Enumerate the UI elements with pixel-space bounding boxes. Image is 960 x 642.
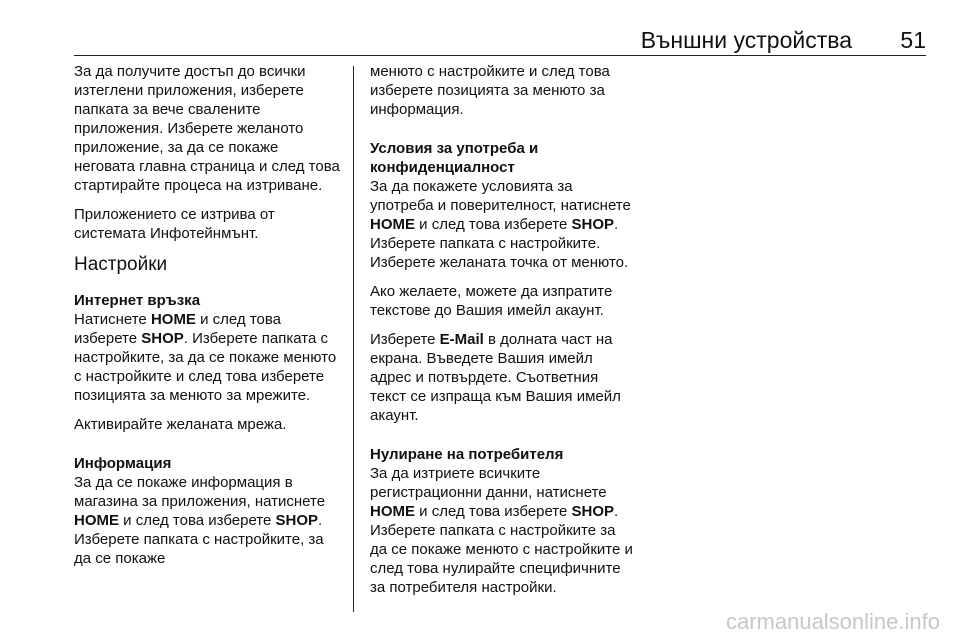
shop-key: SHOP: [275, 512, 319, 529]
email-key: E-Mail: [439, 331, 484, 348]
info-heading: Информация: [74, 455, 172, 472]
settings-section-title: Настройки: [74, 254, 168, 275]
shop-key: SHOP: [571, 503, 615, 520]
column-divider: [353, 66, 354, 612]
reset-paragraph: За да изтриете всичките регистрационни данни, натиснете HOME и след това изберете SHOP. Изберете папката с настройките за да се покаже менюто с настройките и след това нулирайте специфичните за потребителя настройки.: [370, 465, 633, 596]
home-key: HOME: [74, 512, 119, 529]
watermark: carmanualsonline.info: [725, 609, 940, 634]
shop-key: SHOP: [141, 330, 184, 347]
terms-paragraph: За да покажете условията за употреба и поверителност, натиснете HOME и след това изберете SHOP. Изберете папката с настройките. Изберете желаната точка от менюто.: [370, 178, 631, 271]
home-key: HOME: [370, 216, 415, 233]
header-rule: [74, 55, 926, 56]
internet-activate-paragraph: Активирайте желаната мрежа.: [74, 416, 287, 433]
terms-email-paragraph: Ако желаете, можете да изпратите текстове до Вашия имейл акаунт.: [370, 283, 613, 319]
left-column: [74, 62, 342, 568]
info-continued-paragraph: менюто с настройките и след това изберете позицията за менюто за информация.: [370, 63, 610, 118]
shop-key: SHOP: [571, 216, 615, 233]
reset-heading: Нулиране на потребителя: [370, 446, 564, 463]
info-paragraph: За да се покаже информация в магазина за приложения, натиснете HOME и след това изберете SHOP. Изберете папката с настройките, за да се покаже: [74, 474, 326, 567]
terms-heading: Условия за употреба и конфиденциалност: [370, 140, 539, 176]
terms-email-select-paragraph: Изберете E-Mail в долната част на екрана. Въведете Вашия имейл адрес и потвърдете. Съответния текст се изпраща към Вашия имейл акаунт.: [370, 331, 621, 424]
home-key: HOME: [150, 311, 196, 328]
internet-heading: Интернет връзка: [74, 292, 201, 309]
page-title: Външни устройства: [640, 27, 852, 53]
page-number: 51: [900, 27, 926, 53]
delete-app-paragraph: За да получите достъп до всички изтеглени приложения, изберете папката за вече свалените приложения. Изберете желаното приложение, за да се покаже неговата главна страница и след това стартирайте процеса на изтриване.: [74, 63, 340, 194]
home-key: HOME: [370, 503, 415, 520]
internet-paragraph: Натиснете HOME и след това изберете SHOP. Изберете папката с настройките, за да се покаже менюто с настройките и след това изберете позицията за менюто за мрежите.: [74, 311, 337, 404]
app-deleted-paragraph: Приложението се изтрива от системата Инфотейнмънт.: [74, 206, 275, 242]
page-header: [74, 25, 926, 55]
right-column: [370, 62, 634, 597]
